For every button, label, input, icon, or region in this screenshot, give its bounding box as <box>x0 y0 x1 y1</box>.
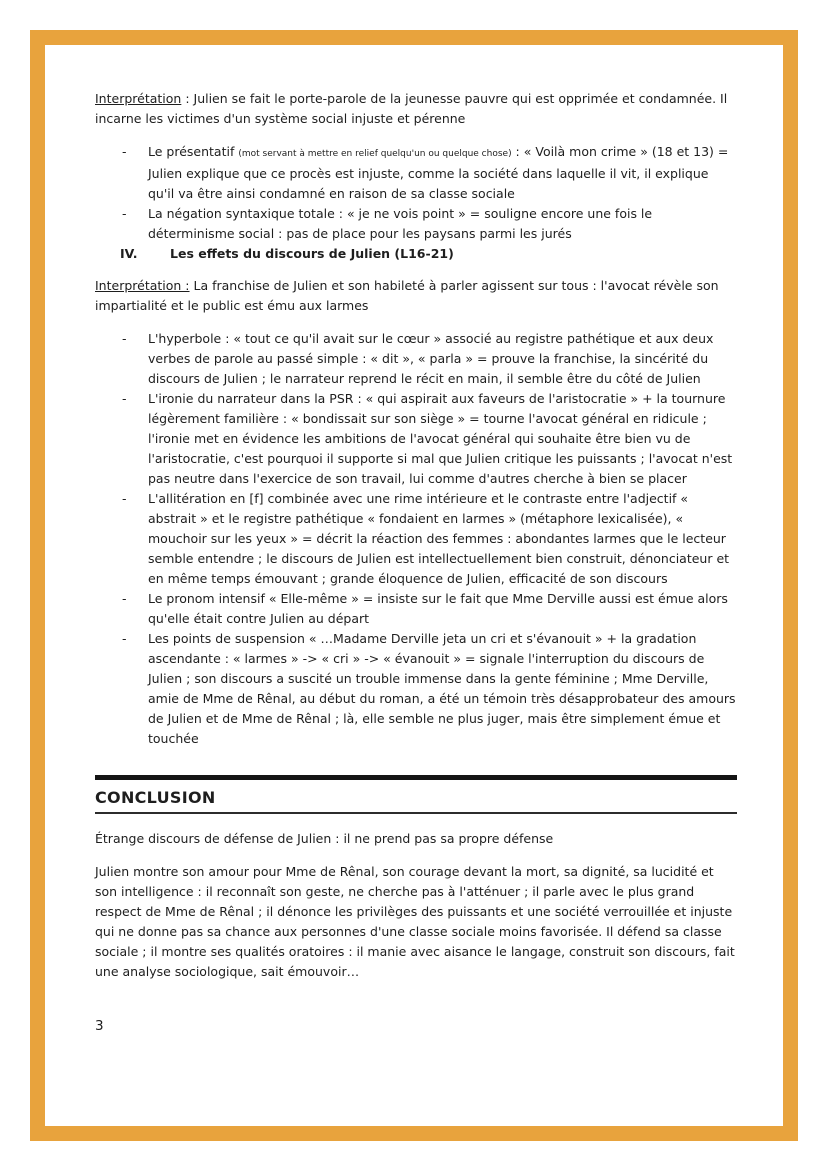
list-item <box>120 489 737 589</box>
interpretation-label-2: Interprétation : <box>95 278 190 293</box>
list-item-text: L'allitération en [f] combinée avec une rime intérieure et le contraste entre l'adjectif « abstrait » et le registre pathétique « fondaient en larmes » (métaphore lexicalisée), « mouchoir sur les yeux » = décrit la réaction des femmes : abondantes larmes que le lecteur semble entendre ; le discours de Julien est intellectuellement bien construit, dénonciateur et en même temps émouvant ; grande éloquence de Julien, efficacité de son discours <box>148 491 730 586</box>
list-item <box>120 589 737 629</box>
list-item-text: L'hyperbole : « tout ce qu'il avait sur le cœur » associé au registre pathétique et aux deux verbes de parole au passé simple : « dit », « parla » = prouve la franchise, la sincérité du discours de Julien ; le narrateur reprend le récit en main, il semble être du côté de Julien <box>148 331 714 386</box>
dash-marker: - <box>122 331 127 346</box>
conclusion-title: CONCLUSION <box>95 788 216 807</box>
list-item-text: L'ironie du narrateur dans la PSR : « qui aspirait aux faveurs de l'aristocratie » + la tournure légèrement familière : « bondissait sur son siège » = tourne l'avocat général en ridicule ; l'ironie met en évidence les ambitions de l'avocat général qui souhaite être bien vu de l'aristocratie, c'est pourquoi il supporte si mal que Julien critique les puissants ; l'avocat n'est pas neutre dans l'exercice de son travail, lui comme d'autres cherche à bien se placer <box>148 391 733 486</box>
conclusion-heading <box>95 775 737 814</box>
list-item <box>120 329 737 389</box>
interpretation-paragraph-1 <box>95 89 737 129</box>
page-frame <box>30 30 798 1141</box>
dash-marker: - <box>122 491 127 506</box>
interpretation-text-2: La franchise de Julien et son habileté à parler agissent sur tous : l'avocat révèle son impartialité et le public est ému aux larmes <box>95 278 719 313</box>
dash-marker: - <box>122 631 127 646</box>
page-number: 3 <box>95 1018 104 1034</box>
definition-note: (mot servant à mettre en relief quelqu'un ou quelque chose) <box>238 149 512 159</box>
analysis-list-2 <box>95 329 737 749</box>
interpretation-paragraph-2 <box>95 276 737 316</box>
dash-marker: - <box>122 591 127 606</box>
list-item <box>120 142 737 204</box>
list-item <box>120 629 737 749</box>
interpretation-label: Interprétation <box>95 91 182 106</box>
page-content <box>45 45 783 1036</box>
section-title: Les effets du discours de Julien (L16-21) <box>170 246 454 261</box>
list-item <box>120 389 737 489</box>
conclusion-paragraph-1: Étrange discours de défense de Julien : il ne prend pas sa propre défense <box>95 831 554 846</box>
analysis-list-1 <box>95 142 737 244</box>
dash-marker: - <box>122 206 127 221</box>
list-item-text: La négation syntaxique totale : « je ne vois point » = souligne encore une fois le déterminisme social : pas de place pour les paysans parmi les jurés <box>148 206 653 241</box>
presentatif-rest: : « Voilà mon crime » (18 et 13) = Julien explique que ce procès est injuste, comme la société dans laquelle il vit, il explique qu'il va être ainsi condamné en raison de sa classe sociale <box>148 144 729 201</box>
list-item-text <box>148 144 728 201</box>
section-numeral: IV. <box>120 246 138 261</box>
conclusion-paragraph-2: Julien montre son amour pour Mme de Rênal, son courage devant la mort, sa dignité, sa lucidité et son intelligence : il reconnaît son geste, ne cherche pas à l'atténuer ; il parle avec le plus grand respect de Mme de Rênal ; il dénonce les privilèges des puissants et une société verrouillée et injuste qui ne donne pas sa chance aux personnes d'une classe sociale moins favorisée. Il défend sa classe sociale ; il montre ses qualités oratoires : il manie avec aisance le langage, construit son discours, fait une analyse sociologique, sait émouvoir… <box>95 864 735 979</box>
dash-marker: - <box>122 391 127 406</box>
section-heading-iv <box>120 244 737 264</box>
list-item-text: Les points de suspension « …Madame Derville jeta un cri et s'évanouit » + la gradation ascendante : « larmes » -> « cri » -> « évanouit » = signale l'interruption du discours de Julien ; son discours a suscité un trouble immense dans la gente féminine ; Mme Derville, amie de Mme de Rênal, au début du roman, a été un témoin très désapprobateur des amours de Julien et de Mme de Rênal ; là, elle semble ne plus juger, mais être simplement émue et touchée <box>148 631 736 746</box>
list-item-text: Le pronom intensif « Elle-même » = insiste sur le fait que Mme Derville aussi est émue alors qu'elle était contre Julien au départ <box>148 591 728 626</box>
dash-marker: - <box>122 144 127 159</box>
list-item <box>120 204 737 244</box>
presentatif-lead: Le présentatif <box>148 144 239 159</box>
conclusion-section <box>95 829 737 982</box>
interpretation-text: : Julien se fait le porte-parole de la jeunesse pauvre qui est opprimée et condamnée. Il incarne les victimes d'un système social injuste et pérenne <box>95 91 728 126</box>
